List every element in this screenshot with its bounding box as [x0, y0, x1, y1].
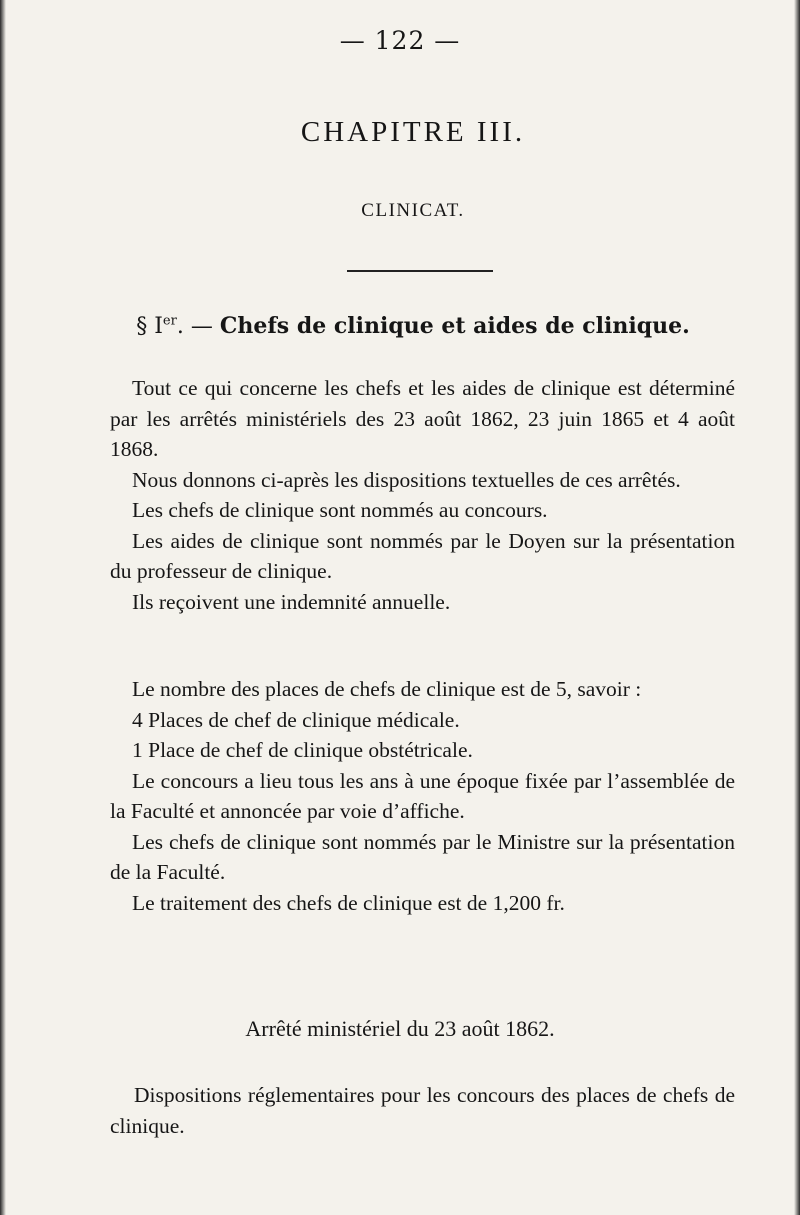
section-symbol: § I — [136, 314, 163, 339]
paragraph: Nous donnons ci-après les dispositions textuelles de ces arrêtés. — [132, 467, 681, 492]
paragraph: Le traitement des chefs de clinique est de 1,200 fr. — [132, 890, 565, 915]
paragraph: 1 Place de chef de clinique obstétricale. — [132, 738, 473, 762]
paragraph: Les chefs de clinique sont nommés au concours. — [132, 498, 548, 522]
arrete-heading: Arrêté ministériel du 23 août 1862. — [245, 1016, 555, 1041]
subsection-title: Chefs de clinique et aides de clinique. — [219, 313, 690, 339]
dispositions-text: Dispositions réglementaires pour les concours des places de chefs de clinique. — [110, 1083, 735, 1138]
paragraph: Le concours a lieu tous les ans à une époque fixée par l’assemblée de la Faculté et annoncée par voie d’affiche. — [110, 768, 735, 823]
paragraph: Tout ce qui concerne les chefs et les aides de clinique est déterminé par les arrêtés ministériels des 23 août 1862, 23 juin 1865 et 4 août 1868. — [110, 376, 735, 461]
section-symbol-superscript: er — [162, 313, 177, 329]
paragraph: Les chefs de clinique sont nommés par le Ministre sur la présentation de la Faculté. — [110, 829, 735, 884]
subsection-heading — [0, 313, 800, 339]
section-divider — [347, 270, 493, 272]
paragraph: Les aides de clinique sont nommés par le Doyen sur la présentation du professeur de clinique. — [110, 528, 735, 583]
dispositions-block — [110, 1080, 735, 1141]
page-number: — 122 — — [339, 26, 461, 55]
chapter-title: CHAPITRE III. — [300, 116, 526, 148]
paragraph: 4 Places de chef de clinique médicale. — [132, 707, 460, 732]
section-title: CLINICAT. — [361, 200, 465, 221]
paragraph: Le nombre des places de chefs de clinique est de 5, savoir : — [132, 677, 642, 701]
section-separator: . — — [176, 314, 220, 339]
body-text-group-2 — [110, 674, 735, 918]
body-text-group-1 — [110, 373, 735, 617]
paragraph: Ils reçoivent une indemnité annuelle. — [132, 589, 451, 614]
